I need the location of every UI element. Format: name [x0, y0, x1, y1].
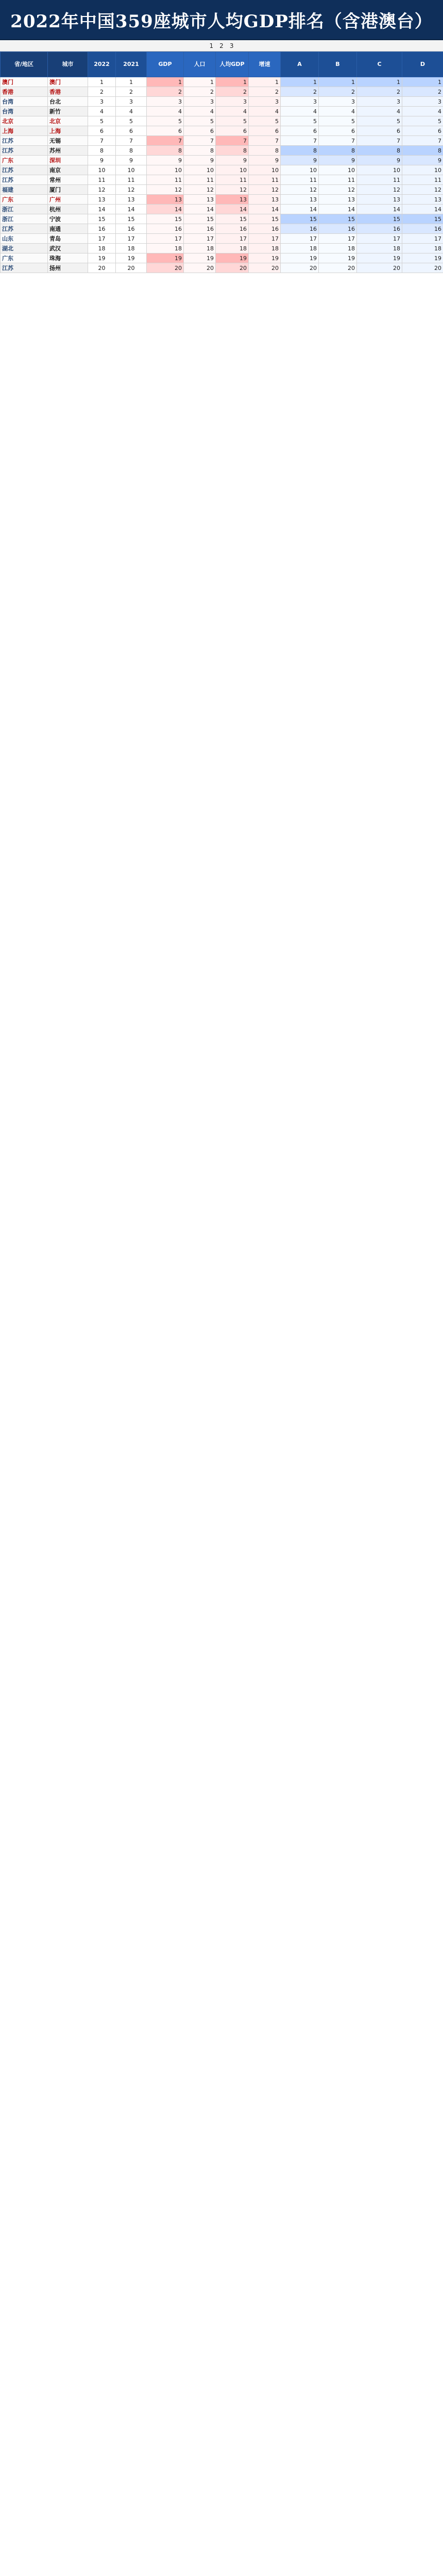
cell-v3: 9 [216, 156, 249, 165]
cell-v5: 6 [281, 126, 319, 136]
cell-v1: 5 [147, 116, 184, 126]
cell-v6: 13 [319, 195, 357, 205]
cell-v4: 7 [249, 136, 281, 146]
cell-v1: 6 [147, 126, 184, 136]
cell-rank-2022: 3 [88, 97, 116, 107]
cell-rank-2021: 15 [116, 214, 147, 224]
cell-v5: 20 [281, 263, 319, 273]
cell-city: 澳门 [48, 77, 88, 87]
cell-rank-2022: 14 [88, 205, 116, 214]
cell-rank-2022: 15 [88, 214, 116, 224]
cell-province: 福建 [1, 185, 48, 195]
cell-city: 宁波 [48, 214, 88, 224]
cell-city: 台北 [48, 97, 88, 107]
table-row [1, 214, 443, 224]
cell-v1: 3 [147, 97, 184, 107]
cell-v5: 4 [281, 107, 319, 116]
cell-province: 江苏 [1, 165, 48, 175]
cell-v4: 1 [249, 77, 281, 87]
cell-v4: 18 [249, 244, 281, 253]
cell-rank-2021: 14 [116, 205, 147, 214]
cell-v6: 8 [319, 146, 357, 156]
cell-v7: 14 [357, 205, 402, 214]
table-row [1, 107, 443, 116]
cell-province: 江苏 [1, 263, 48, 273]
cell-v6: 14 [319, 205, 357, 214]
cell-rank-2021: 3 [116, 97, 147, 107]
table-row [1, 156, 443, 165]
cell-city: 香港 [48, 87, 88, 97]
col-header-v4: 增速 [249, 52, 281, 77]
cell-rank-2022: 20 [88, 263, 116, 273]
table-row [1, 263, 443, 273]
cell-v6: 15 [319, 214, 357, 224]
cell-city: 北京 [48, 116, 88, 126]
cell-v3: 4 [216, 107, 249, 116]
cell-v5: 3 [281, 97, 319, 107]
cell-v4: 9 [249, 156, 281, 165]
cell-rank-2021: 16 [116, 224, 147, 234]
col-header-v7: C [357, 52, 402, 77]
cell-rank-2021: 17 [116, 234, 147, 244]
cell-v7: 1 [357, 77, 402, 87]
table-row [1, 97, 443, 107]
cell-rank-2021: 6 [116, 126, 147, 136]
cell-rank-2022: 10 [88, 165, 116, 175]
col-header-v5: A [281, 52, 319, 77]
col-header-v6: B [319, 52, 357, 77]
cell-v5: 9 [281, 156, 319, 165]
cell-v8: 6 [402, 126, 443, 136]
cell-city: 杭州 [48, 205, 88, 214]
cell-v7: 12 [357, 185, 402, 195]
cell-rank-2022: 16 [88, 224, 116, 234]
cell-v3: 19 [216, 253, 249, 263]
cell-rank-2021: 4 [116, 107, 147, 116]
cell-v4: 8 [249, 146, 281, 156]
cell-v8: 15 [402, 214, 443, 224]
cell-city: 深圳 [48, 156, 88, 165]
cell-v6: 1 [319, 77, 357, 87]
table-row [1, 175, 443, 185]
cell-v6: 12 [319, 185, 357, 195]
cell-v2: 20 [184, 263, 216, 273]
cell-v7: 5 [357, 116, 402, 126]
cell-rank-2022: 13 [88, 195, 116, 205]
table-row [1, 116, 443, 126]
cell-v4: 19 [249, 253, 281, 263]
cell-v2: 7 [184, 136, 216, 146]
cell-v6: 17 [319, 234, 357, 244]
col-header-v3: 人均GDP [216, 52, 249, 77]
cell-rank-2021: 12 [116, 185, 147, 195]
cell-rank-2022: 2 [88, 87, 116, 97]
cell-v7: 15 [357, 214, 402, 224]
cell-v3: 17 [216, 234, 249, 244]
cell-rank-2022: 12 [88, 185, 116, 195]
cell-v4: 3 [249, 97, 281, 107]
cell-v2: 2 [184, 87, 216, 97]
cell-province: 澳门 [1, 77, 48, 87]
cell-v2: 17 [184, 234, 216, 244]
cell-v7: 11 [357, 175, 402, 185]
cell-v5: 7 [281, 136, 319, 146]
cell-v7: 8 [357, 146, 402, 156]
cell-v3: 3 [216, 97, 249, 107]
cell-v4: 2 [249, 87, 281, 97]
cell-v4: 14 [249, 205, 281, 214]
cell-rank-2022: 4 [88, 107, 116, 116]
cell-province: 山东 [1, 234, 48, 244]
cell-v7: 18 [357, 244, 402, 253]
cell-v2: 12 [184, 185, 216, 195]
cell-v6: 7 [319, 136, 357, 146]
cell-v7: 3 [357, 97, 402, 107]
table-row [1, 126, 443, 136]
cell-rank-2021: 10 [116, 165, 147, 175]
cell-v2: 5 [184, 116, 216, 126]
col-header-v1: GDP [147, 52, 184, 77]
cell-rank-2021: 7 [116, 136, 147, 146]
cell-city: 南京 [48, 165, 88, 175]
cell-v7: 19 [357, 253, 402, 263]
table-row [1, 205, 443, 214]
col-header-city: 城市 [48, 52, 88, 77]
cell-rank-2021: 13 [116, 195, 147, 205]
cell-province: 上海 [1, 126, 48, 136]
cell-v7: 17 [357, 234, 402, 244]
cell-v8: 12 [402, 185, 443, 195]
cell-v6: 19 [319, 253, 357, 263]
cell-v2: 19 [184, 253, 216, 263]
cell-v5: 12 [281, 185, 319, 195]
cell-v6: 9 [319, 156, 357, 165]
cell-province: 广东 [1, 195, 48, 205]
cell-v6: 2 [319, 87, 357, 97]
title-bar [0, 0, 443, 40]
cell-rank-2022: 19 [88, 253, 116, 263]
cell-province: 台湾 [1, 107, 48, 116]
cell-province: 江苏 [1, 224, 48, 234]
cell-v1: 16 [147, 224, 184, 234]
cell-v5: 11 [281, 175, 319, 185]
cell-rank-2021: 9 [116, 156, 147, 165]
cell-v1: 14 [147, 205, 184, 214]
cell-rank-2022: 5 [88, 116, 116, 126]
cell-rank-2021: 1 [116, 77, 147, 87]
table-header-row [1, 52, 443, 77]
cell-v4: 6 [249, 126, 281, 136]
cell-v8: 8 [402, 146, 443, 156]
cell-v2: 13 [184, 195, 216, 205]
cell-v1: 20 [147, 263, 184, 273]
cell-v5: 8 [281, 146, 319, 156]
cell-city: 上海 [48, 126, 88, 136]
cell-v1: 17 [147, 234, 184, 244]
cell-v1: 12 [147, 185, 184, 195]
table-row [1, 77, 443, 87]
cell-v4: 12 [249, 185, 281, 195]
cell-province: 北京 [1, 116, 48, 126]
cell-rank-2022: 7 [88, 136, 116, 146]
cell-v4: 17 [249, 234, 281, 244]
cell-v6: 4 [319, 107, 357, 116]
cell-v5: 15 [281, 214, 319, 224]
cell-v3: 16 [216, 224, 249, 234]
cell-v6: 20 [319, 263, 357, 273]
cell-rank-2022: 9 [88, 156, 116, 165]
col-header-v8: D [402, 52, 443, 77]
table-row [1, 244, 443, 253]
cell-rank-2022: 11 [88, 175, 116, 185]
cell-v3: 8 [216, 146, 249, 156]
cell-v8: 9 [402, 156, 443, 165]
cell-v8: 17 [402, 234, 443, 244]
cell-v1: 15 [147, 214, 184, 224]
cell-province: 台湾 [1, 97, 48, 107]
cell-rank-2022: 1 [88, 77, 116, 87]
cell-v5: 2 [281, 87, 319, 97]
cell-v1: 19 [147, 253, 184, 263]
cell-v5: 16 [281, 224, 319, 234]
cell-rank-2021: 11 [116, 175, 147, 185]
cell-rank-2022: 17 [88, 234, 116, 244]
cell-city: 常州 [48, 175, 88, 185]
cell-v5: 13 [281, 195, 319, 205]
cell-v2: 3 [184, 97, 216, 107]
cell-v6: 5 [319, 116, 357, 126]
cell-v1: 11 [147, 175, 184, 185]
cell-v3: 20 [216, 263, 249, 273]
cell-v8: 1 [402, 77, 443, 87]
cell-v4: 20 [249, 263, 281, 273]
cell-v2: 1 [184, 77, 216, 87]
cell-v8: 18 [402, 244, 443, 253]
cell-province: 浙江 [1, 205, 48, 214]
cell-v7: 13 [357, 195, 402, 205]
cell-v4: 11 [249, 175, 281, 185]
cell-v6: 16 [319, 224, 357, 234]
cell-v1: 4 [147, 107, 184, 116]
cell-v2: 9 [184, 156, 216, 165]
cell-v1: 18 [147, 244, 184, 253]
cell-v1: 13 [147, 195, 184, 205]
cell-v3: 10 [216, 165, 249, 175]
cell-rank-2021: 19 [116, 253, 147, 263]
cell-rank-2021: 8 [116, 146, 147, 156]
cell-v6: 3 [319, 97, 357, 107]
cell-v6: 10 [319, 165, 357, 175]
cell-v7: 2 [357, 87, 402, 97]
col-header-rank-a: 2022 [88, 52, 116, 77]
col-header-rank-b: 2021 [116, 52, 147, 77]
table-row [1, 136, 443, 146]
page-title: 2022年中国359座城市人均GDP排名（含港澳台） [10, 11, 433, 32]
cell-province: 江苏 [1, 146, 48, 156]
ranking-table [0, 52, 443, 273]
cell-v4: 15 [249, 214, 281, 224]
cell-v2: 11 [184, 175, 216, 185]
subtitle-mid: 2 [219, 42, 224, 49]
cell-v8: 19 [402, 253, 443, 263]
table-row [1, 234, 443, 244]
cell-city: 青岛 [48, 234, 88, 244]
cell-v3: 15 [216, 214, 249, 224]
col-header-prov: 省/地区 [1, 52, 48, 77]
table-row [1, 253, 443, 263]
cell-v7: 9 [357, 156, 402, 165]
cell-v7: 6 [357, 126, 402, 136]
cell-v7: 4 [357, 107, 402, 116]
cell-province: 江苏 [1, 175, 48, 185]
cell-v4: 10 [249, 165, 281, 175]
cell-v7: 7 [357, 136, 402, 146]
cell-v1: 9 [147, 156, 184, 165]
cell-v1: 10 [147, 165, 184, 175]
cell-city: 南通 [48, 224, 88, 234]
cell-v3: 7 [216, 136, 249, 146]
cell-v7: 10 [357, 165, 402, 175]
cell-v5: 1 [281, 77, 319, 87]
cell-province: 香港 [1, 87, 48, 97]
cell-city: 新竹 [48, 107, 88, 116]
cell-v3: 12 [216, 185, 249, 195]
cell-v2: 16 [184, 224, 216, 234]
cell-v5: 19 [281, 253, 319, 263]
cell-v2: 8 [184, 146, 216, 156]
cell-province: 广东 [1, 156, 48, 165]
cell-city: 苏州 [48, 146, 88, 156]
table-row [1, 146, 443, 156]
cell-v3: 5 [216, 116, 249, 126]
cell-v7: 16 [357, 224, 402, 234]
cell-v2: 18 [184, 244, 216, 253]
cell-v3: 13 [216, 195, 249, 205]
cell-rank-2022: 18 [88, 244, 116, 253]
table-row [1, 195, 443, 205]
cell-city: 武汉 [48, 244, 88, 253]
cell-v5: 14 [281, 205, 319, 214]
cell-v8: 11 [402, 175, 443, 185]
subtitle-left: 1 [209, 42, 214, 49]
cell-v3: 14 [216, 205, 249, 214]
cell-province: 广东 [1, 253, 48, 263]
cell-v1: 7 [147, 136, 184, 146]
cell-v3: 18 [216, 244, 249, 253]
cell-city: 珠海 [48, 253, 88, 263]
cell-province: 浙江 [1, 214, 48, 224]
cell-v4: 5 [249, 116, 281, 126]
cell-v2: 14 [184, 205, 216, 214]
cell-v5: 18 [281, 244, 319, 253]
cell-v5: 10 [281, 165, 319, 175]
cell-city: 无锡 [48, 136, 88, 146]
cell-v5: 5 [281, 116, 319, 126]
cell-v8: 2 [402, 87, 443, 97]
cell-v5: 17 [281, 234, 319, 244]
cell-city: 厦门 [48, 185, 88, 195]
cell-v2: 15 [184, 214, 216, 224]
cell-rank-2021: 5 [116, 116, 147, 126]
cell-v8: 14 [402, 205, 443, 214]
cell-v4: 13 [249, 195, 281, 205]
subtitle-right: 3 [229, 42, 234, 49]
cell-rank-2021: 18 [116, 244, 147, 253]
cell-v3: 11 [216, 175, 249, 185]
table-row [1, 87, 443, 97]
cell-rank-2021: 2 [116, 87, 147, 97]
subtitle-bar [0, 40, 443, 52]
cell-v6: 18 [319, 244, 357, 253]
cell-v6: 11 [319, 175, 357, 185]
cell-rank-2021: 20 [116, 263, 147, 273]
cell-v8: 16 [402, 224, 443, 234]
cell-v2: 6 [184, 126, 216, 136]
table-row [1, 185, 443, 195]
cell-v3: 1 [216, 77, 249, 87]
table-body [1, 77, 443, 273]
cell-v8: 20 [402, 263, 443, 273]
cell-rank-2022: 6 [88, 126, 116, 136]
table-row [1, 165, 443, 175]
cell-v4: 16 [249, 224, 281, 234]
ranking-table-wrap [0, 52, 443, 2576]
cell-v1: 8 [147, 146, 184, 156]
cell-v8: 7 [402, 136, 443, 146]
cell-v8: 4 [402, 107, 443, 116]
cell-province: 湖北 [1, 244, 48, 253]
cell-v8: 13 [402, 195, 443, 205]
cell-v8: 5 [402, 116, 443, 126]
cell-v8: 3 [402, 97, 443, 107]
table-row [1, 224, 443, 234]
cell-v2: 4 [184, 107, 216, 116]
cell-v1: 2 [147, 87, 184, 97]
cell-v3: 6 [216, 126, 249, 136]
cell-v3: 2 [216, 87, 249, 97]
cell-city: 广州 [48, 195, 88, 205]
cell-v2: 10 [184, 165, 216, 175]
cell-v7: 20 [357, 263, 402, 273]
col-header-v2: 人口 [184, 52, 216, 77]
cell-v8: 10 [402, 165, 443, 175]
cell-city: 扬州 [48, 263, 88, 273]
cell-v1: 1 [147, 77, 184, 87]
table-head [1, 52, 443, 77]
cell-v6: 6 [319, 126, 357, 136]
cell-province: 江苏 [1, 136, 48, 146]
cell-v4: 4 [249, 107, 281, 116]
cell-rank-2022: 8 [88, 146, 116, 156]
